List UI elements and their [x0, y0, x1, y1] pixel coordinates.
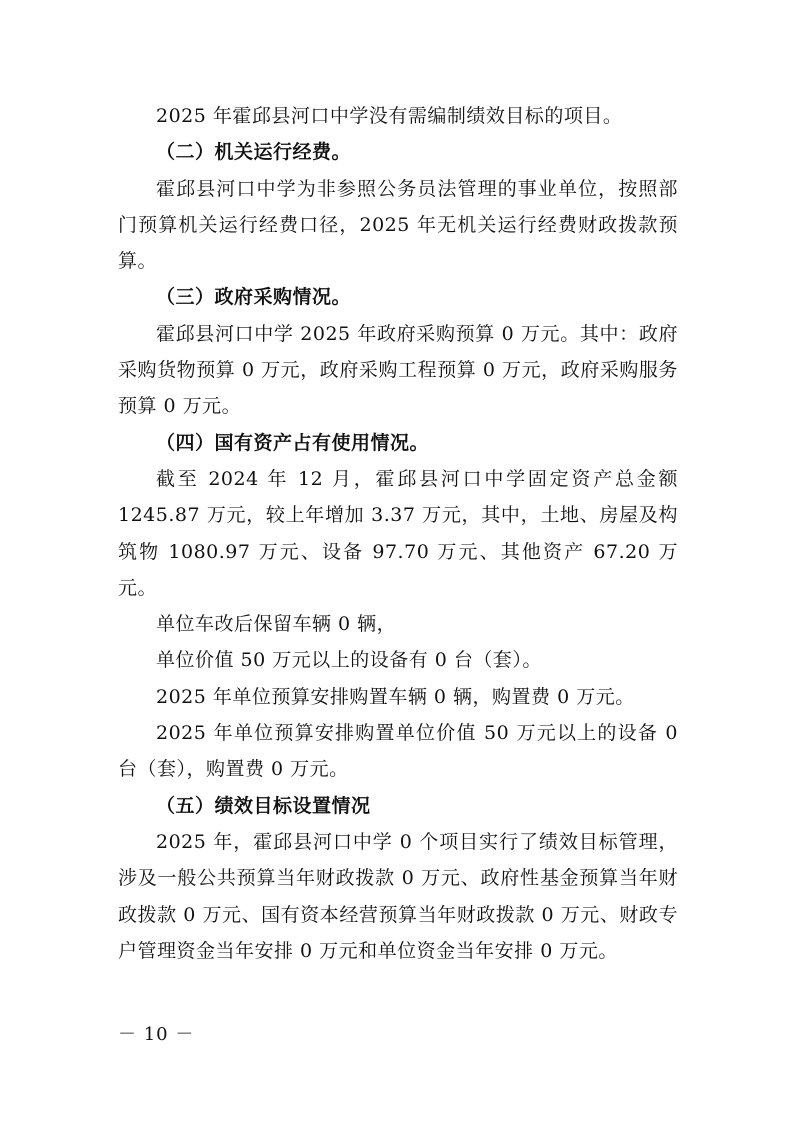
document-body — [118, 98, 678, 969]
paragraph-vehicle-purchase-budget: 2025 年单位预算安排购置车辆 0 辆，购置费 0 万元。 — [156, 685, 635, 708]
paragraph-equipment-over-50w: 单位价值 50 万元以上的设备有 0 台（套）。 — [156, 649, 542, 672]
heading-operating-expenses: （二）机关运行经费。 — [156, 141, 352, 164]
paragraph-equipment-purchase-budget: 2025 年单位预算安排购置单位价值 50 万元以上的设备 0 台（套），购置费 0 万元。 — [118, 722, 678, 781]
heading-government-procurement: （三）政府采购情况。 — [156, 286, 352, 309]
paragraph-operating-expenses: 霍邱县河口中学为非参照公务员法管理的事业单位，按照部门预算机关运行经费口径，2025 年无机关运行经费财政拨款预算。 — [118, 177, 678, 273]
paragraph-vehicles-retained: 单位车改后保留车辆 0 辆， — [156, 613, 397, 636]
page-number: － 10 － — [118, 1024, 195, 1045]
paragraph-performance-targets: 2025 年，霍邱县河口中学 0 个项目实行了绩效目标管理，涉及一般公共预算当年财政拨款 0 万元、政府性基金预算当年财政拨款 0 万元、国有资本经营预算当年财政拨款 0 万元、财政专户管理资金当年安排 0 万元和单位资金当年安排 0 万元。 — [118, 830, 678, 962]
heading-performance-targets: （五）绩效目标设置情况 — [156, 794, 371, 817]
heading-state-assets: （四）国有资产占有使用情况。 — [156, 431, 430, 454]
paragraph-government-procurement: 霍邱县河口中学 2025 年政府采购预算 0 万元。其中：政府采购货物预算 0 万元，政府采购工程预算 0 万元，政府采购服务预算 0 万元。 — [118, 322, 678, 418]
paragraph-no-performance-projects: 2025 年霍邱县河口中学没有需编制绩效目标的项目。 — [156, 105, 623, 127]
paragraph-state-assets: 截至 2024 年 12 月，霍邱县河口中学固定资产总金额 1245.87 万元，较上年增加 3.37 万元，其中，土地、房屋及构筑物 1080.97 万元、设备 97.70 万元、其他资产 67.20 万元。 — [118, 467, 678, 599]
